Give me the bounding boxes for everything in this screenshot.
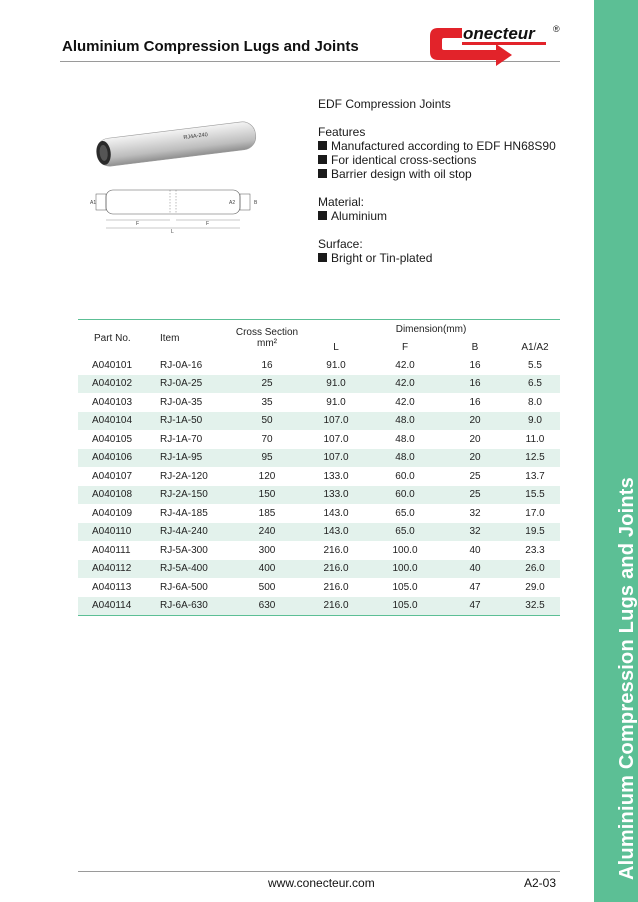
cell-a: 26.0 bbox=[510, 560, 560, 579]
cell-item: RJ-6A-630 bbox=[144, 597, 232, 616]
cell-item: RJ-0A-35 bbox=[160, 396, 203, 408]
cell-a: 29.0 bbox=[525, 581, 545, 593]
cell-a: 23.3 bbox=[525, 544, 545, 556]
cell-part: A040110 bbox=[78, 523, 144, 542]
bullet-icon bbox=[318, 141, 327, 150]
header-f: F bbox=[401, 341, 409, 353]
page-number: A2-03 bbox=[524, 876, 557, 890]
header-l: L bbox=[333, 341, 339, 353]
product-photo bbox=[86, 110, 266, 176]
header-cross-section: Cross Section bbox=[235, 327, 299, 338]
table-row bbox=[78, 523, 560, 542]
cell-l: 216.0 bbox=[323, 544, 349, 556]
cell-cs: 50 bbox=[232, 412, 302, 431]
cell-cs: 300 bbox=[258, 544, 276, 556]
header-item: Item bbox=[160, 332, 180, 344]
cell-b: 16 bbox=[440, 375, 510, 394]
table-bottom-rule bbox=[78, 615, 560, 616]
table-row bbox=[78, 541, 560, 560]
table-row bbox=[78, 504, 560, 523]
cell-l: 216.0 bbox=[302, 560, 370, 579]
cell-b: 20 bbox=[440, 449, 510, 468]
cell-l: 133.0 bbox=[323, 470, 349, 482]
cell-item: RJ-0A-16 bbox=[160, 359, 203, 371]
cell-part: A040114 bbox=[78, 597, 144, 616]
cell-cs: 120 bbox=[258, 470, 276, 482]
cell-b: 32 bbox=[469, 507, 481, 519]
cell-cs: 95 bbox=[232, 449, 302, 468]
drawing-label-b: B bbox=[254, 200, 258, 206]
cell-a: 6.5 bbox=[510, 375, 560, 394]
cell-part: A040101 bbox=[92, 359, 133, 371]
spec-table bbox=[78, 319, 560, 616]
page-title: Aluminium Compression Lugs and Joints bbox=[62, 38, 359, 55]
table-row bbox=[78, 430, 560, 449]
cell-l: 91.0 bbox=[326, 359, 346, 371]
cell-item: RJ-1A-50 bbox=[144, 412, 232, 431]
cell-a: 19.5 bbox=[510, 523, 560, 542]
bullet-icon bbox=[318, 253, 327, 262]
table-row bbox=[78, 597, 560, 616]
cell-cs: 500 bbox=[258, 581, 276, 593]
cell-item: RJ-4A-185 bbox=[160, 507, 208, 519]
cell-item: RJ-0A-25 bbox=[144, 375, 232, 394]
cell-l: 133.0 bbox=[302, 486, 370, 505]
cell-cs: 35 bbox=[261, 396, 273, 408]
cell-f: 65.0 bbox=[370, 523, 440, 542]
table-row bbox=[78, 356, 560, 375]
cell-b: 25 bbox=[469, 470, 481, 482]
cell-b: 20 bbox=[440, 412, 510, 431]
product-heading: EDF Compression Joints bbox=[318, 97, 451, 111]
cell-a: 12.5 bbox=[510, 449, 560, 468]
cell-cs: 240 bbox=[232, 523, 302, 542]
cell-b: 16 bbox=[469, 359, 481, 371]
cell-item: RJ-2A-120 bbox=[160, 470, 208, 482]
cell-item: RJ-5A-400 bbox=[144, 560, 232, 579]
drawing-label-a1: A1 bbox=[90, 200, 97, 206]
cell-f: 105.0 bbox=[370, 597, 440, 616]
header-b: B bbox=[471, 341, 479, 353]
cell-part: A040102 bbox=[78, 375, 144, 394]
drawing-label-f-left: F bbox=[136, 221, 140, 227]
feature-item: For identical cross-sections bbox=[318, 153, 556, 167]
cell-cs: 185 bbox=[258, 507, 276, 519]
cell-item: RJ-1A-95 bbox=[144, 449, 232, 468]
cell-b: 47 bbox=[469, 581, 481, 593]
feature-item: Barrier design with oil stop bbox=[318, 167, 556, 181]
cell-cs: 16 bbox=[261, 359, 273, 371]
table-row bbox=[78, 578, 560, 597]
surface-value: Bright or Tin-plated bbox=[318, 251, 556, 265]
cell-cs: 400 bbox=[232, 560, 302, 579]
side-title: Aluminium Compression Lugs and Joints bbox=[616, 477, 638, 880]
features-label: Features bbox=[318, 125, 366, 139]
cell-a: 32.5 bbox=[510, 597, 560, 616]
table-row bbox=[78, 560, 560, 579]
header-cross-unit: mm² bbox=[257, 338, 277, 349]
cell-part: A040105 bbox=[92, 433, 133, 445]
brand-logo-text: onecteur bbox=[463, 24, 535, 43]
cell-l: 216.0 bbox=[302, 597, 370, 616]
header-part-no: Part No. bbox=[94, 332, 131, 344]
cell-part: A040112 bbox=[78, 560, 144, 579]
drawing-label-f-right: F bbox=[206, 221, 210, 227]
footer-url[interactable]: www.conecteur.com bbox=[268, 876, 375, 890]
bullet-icon bbox=[318, 169, 327, 178]
material-value: Aluminium bbox=[318, 209, 556, 223]
cell-part: A040109 bbox=[92, 507, 133, 519]
material-label: Material: bbox=[318, 195, 365, 209]
cell-part: A040104 bbox=[78, 412, 144, 431]
cell-part: A040111 bbox=[92, 544, 131, 556]
cell-a: 11.0 bbox=[525, 433, 545, 445]
header-a1a2: A1/A2 bbox=[521, 341, 549, 353]
cell-a: 9.0 bbox=[510, 412, 560, 431]
cell-part: A040108 bbox=[78, 486, 144, 505]
table-row bbox=[78, 412, 560, 431]
drawing-label-l: L bbox=[171, 229, 174, 234]
cell-f: 60.0 bbox=[395, 470, 415, 482]
footer-divider bbox=[78, 871, 560, 872]
cell-part: A040103 bbox=[92, 396, 133, 408]
cell-l: 216.0 bbox=[323, 581, 349, 593]
cell-item: RJ-6A-500 bbox=[160, 581, 208, 593]
cell-f: 65.0 bbox=[395, 507, 415, 519]
cell-f: 42.0 bbox=[370, 375, 440, 394]
photo-marking: RJ4A-240 bbox=[183, 132, 209, 142]
cell-cs: 70 bbox=[261, 433, 273, 445]
cell-cs: 25 bbox=[232, 375, 302, 394]
cell-cs: 630 bbox=[232, 597, 302, 616]
cell-f: 100.0 bbox=[370, 560, 440, 579]
cell-item: RJ-1A-70 bbox=[160, 433, 203, 445]
cell-l: 107.0 bbox=[302, 449, 370, 468]
cell-f: 42.0 bbox=[395, 396, 415, 408]
table-row bbox=[78, 393, 560, 412]
cell-a: 13.7 bbox=[525, 470, 545, 482]
cell-l: 91.0 bbox=[302, 375, 370, 394]
cell-f: 48.0 bbox=[370, 449, 440, 468]
cell-b: 47 bbox=[440, 597, 510, 616]
header-dimension: Dimension(mm) bbox=[395, 323, 467, 335]
drawing-label-a2: A2 bbox=[229, 200, 236, 206]
product-drawing bbox=[86, 182, 266, 234]
cell-f: 105.0 bbox=[392, 581, 418, 593]
cell-b: 40 bbox=[440, 560, 510, 579]
cell-l: 107.0 bbox=[302, 412, 370, 431]
cell-a: 15.5 bbox=[510, 486, 560, 505]
table-row bbox=[78, 467, 560, 486]
feature-item: Manufactured according to EDF HN68S90 bbox=[318, 139, 556, 153]
cell-l: 143.0 bbox=[302, 523, 370, 542]
bullet-icon bbox=[318, 211, 327, 220]
cell-f: 100.0 bbox=[392, 544, 418, 556]
table-row bbox=[78, 486, 560, 505]
cell-cs: 150 bbox=[232, 486, 302, 505]
cell-a: 5.5 bbox=[528, 359, 542, 371]
registered-mark: ® bbox=[553, 24, 560, 34]
cell-b: 16 bbox=[469, 396, 481, 408]
cell-item: RJ-4A-240 bbox=[144, 523, 232, 542]
cell-part: A040113 bbox=[92, 581, 132, 593]
cell-f: 42.0 bbox=[395, 359, 415, 371]
cell-item: RJ-2A-150 bbox=[144, 486, 232, 505]
surface-label: Surface: bbox=[318, 237, 363, 251]
cell-l: 91.0 bbox=[326, 396, 346, 408]
cell-a: 8.0 bbox=[528, 396, 542, 408]
cell-a: 17.0 bbox=[525, 507, 545, 519]
bullet-icon bbox=[318, 155, 327, 164]
cell-l: 143.0 bbox=[323, 507, 349, 519]
cell-f: 48.0 bbox=[370, 412, 440, 431]
cell-b: 20 bbox=[469, 433, 481, 445]
cell-item: RJ-5A-300 bbox=[160, 544, 208, 556]
cell-f: 48.0 bbox=[395, 433, 415, 445]
cell-l: 107.0 bbox=[323, 433, 349, 445]
table-row bbox=[78, 375, 560, 394]
cell-b: 32 bbox=[440, 523, 510, 542]
cell-part: A040106 bbox=[78, 449, 144, 468]
table-row bbox=[78, 449, 560, 468]
cell-b: 25 bbox=[440, 486, 510, 505]
product-info bbox=[318, 97, 556, 265]
cell-b: 40 bbox=[469, 544, 481, 556]
cell-part: A040107 bbox=[92, 470, 133, 482]
cell-f: 60.0 bbox=[370, 486, 440, 505]
